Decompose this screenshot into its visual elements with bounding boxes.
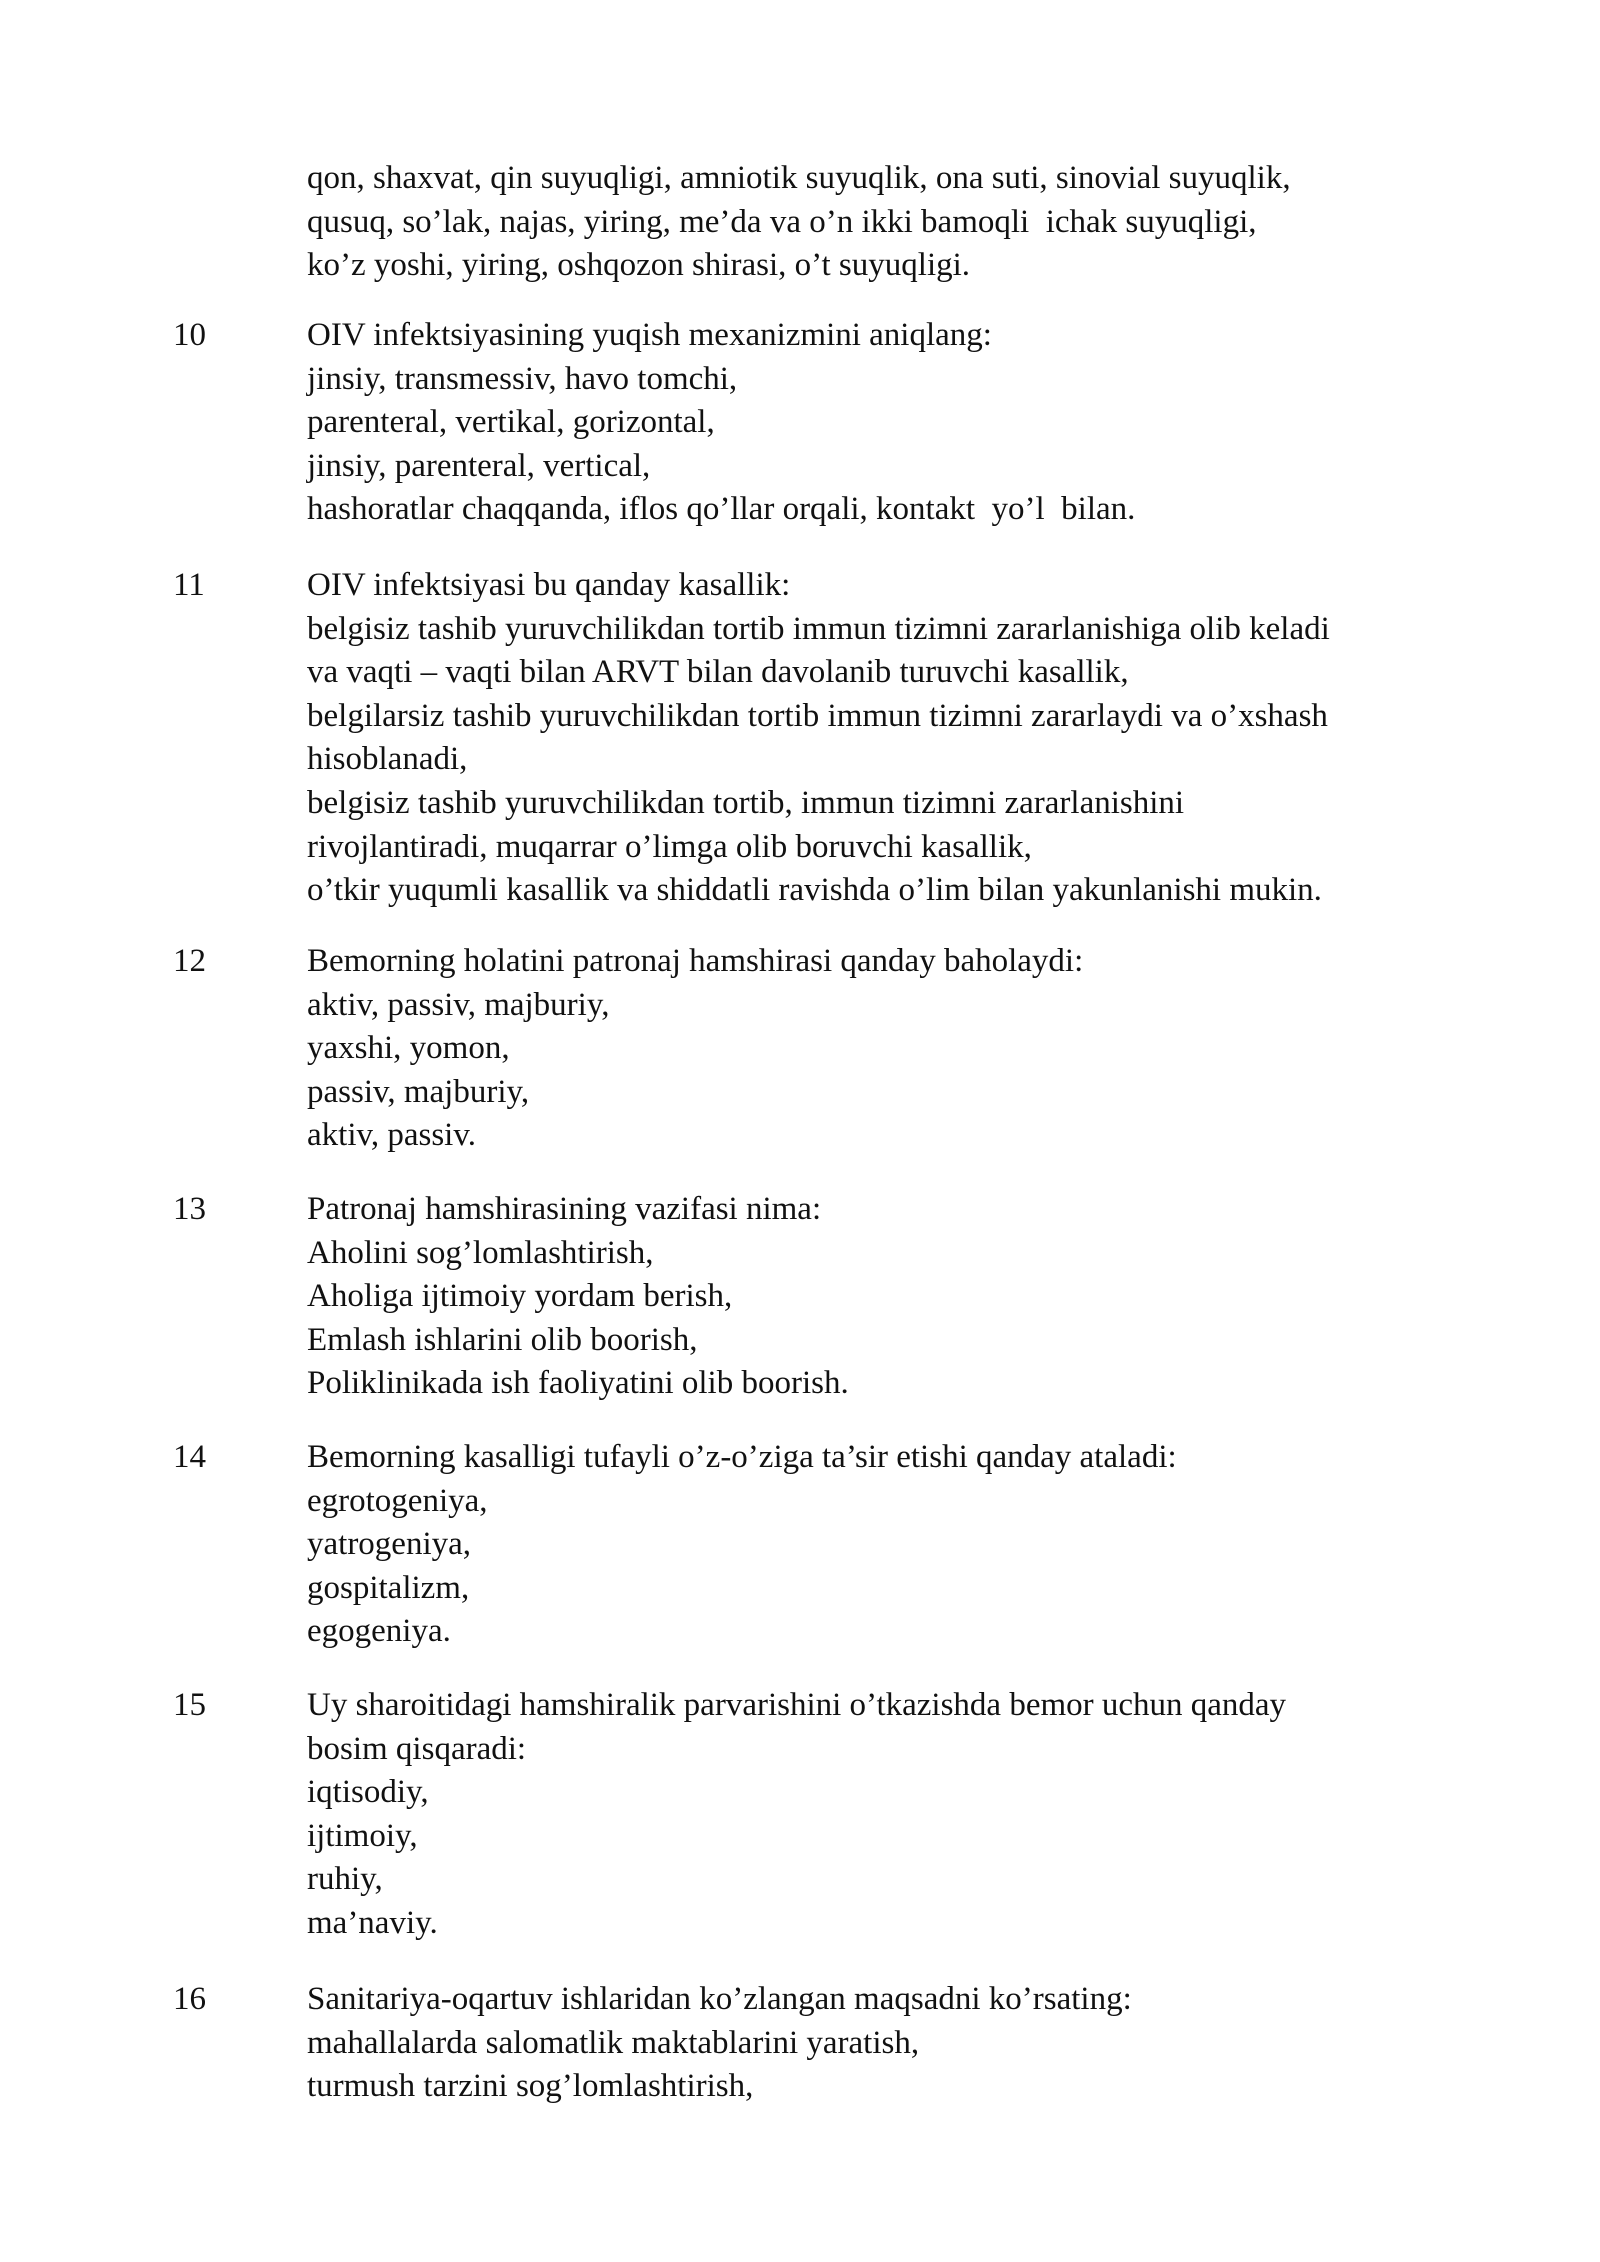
answer-option: ruhiy, (307, 1861, 383, 1898)
answer-option: jinsiy, transmessiv, havo tomchi, (307, 360, 738, 397)
answer-option: belgisiz tashib yuruvchilikdan tortib immun tizimni zararlanishiga olib keladi (307, 610, 1330, 647)
question-text: Bemorning kasalligi tufayli o’z-o’ziga ta’sir etishi qanday ataladi: (307, 1439, 1177, 1475)
question-content (307, 1684, 1487, 1946)
answer-option: va vaqti – vaqti bilan ARVT bilan davolanib turuvchi kasallik, (307, 654, 1129, 691)
answer-option: parenteral, vertikal, gorizontal, (307, 404, 715, 441)
question-number: 12 (173, 943, 206, 979)
question-number: 13 (173, 1191, 206, 1227)
answer-option: ijtimoiy, (307, 1817, 418, 1854)
answer-option: mahallalarda salomatlik maktablarini yaratish, (307, 2024, 920, 2061)
answer-option: Aholiga ijtimoiy yordam berish, (307, 1278, 733, 1315)
question-text: Sanitariya-oqartuv ishlaridan ko’zlangan maqsadni ko’rsating: (307, 1981, 1132, 2017)
question-number: 14 (173, 1439, 206, 1475)
answer-option: aktiv, passiv. (307, 1117, 476, 1154)
question-number: 15 (173, 1687, 206, 1723)
answer-option: egogeniya. (307, 1613, 451, 1650)
answer-option: yaxshi, yomon, (307, 1030, 510, 1067)
question-content (307, 1978, 1487, 2109)
answer-option: turmush tarzini sog’lomlashtirish, (307, 2068, 754, 2105)
question-content (307, 564, 1487, 913)
answer-option: rivojlantiradi, muqarrar o’limga olib boruvchi kasallik, (307, 828, 1032, 865)
answer-option: belgilarsiz tashib yuruvchilikdan tortib immun tizimni zararlaydi va o’xshash (307, 697, 1328, 734)
answer-option: passiv, majburiy, (307, 1073, 530, 1110)
continuation-line: qon, shaxvat, qin suyuqligi, amniotik suyuqlik, ona suti, sinovial suyuqlik, (307, 160, 1291, 196)
answer-option: hisoblanadi, (307, 741, 468, 778)
continuation-line: ko’z yoshi, yiring, oshqozon shirasi, o’t suyuqligi. (307, 247, 971, 284)
question-content (307, 314, 1487, 532)
continuation-line: qusuq, so’lak, najas, yiring, me’da va o’n ikki bamoqli ichak suyuqligi, (307, 203, 1257, 240)
answer-option: o’tkir yuqumli kasallik va shiddatli ravishda o’lim bilan yakunlanishi mukin. (307, 872, 1322, 909)
answer-option: yatrogeniya, (307, 1526, 472, 1563)
answer-option: ma’naviy. (307, 1904, 438, 1941)
answer-option: gospitalizm, (307, 1569, 470, 1606)
question-text: Patronaj hamshirasining vazifasi nima: (307, 1191, 822, 1227)
question-content (307, 1436, 1487, 1654)
answer-option: bosim qisqaradi: (307, 1730, 527, 1767)
question-text: Bemorning holatini patronaj hamshirasi qanday baholaydi: (307, 943, 1084, 979)
answer-option: belgisiz tashib yuruvchilikdan tortib, immun tizimni zararlanishini (307, 784, 1185, 821)
answer-option: hashoratlar chaqqanda, iflos qo’llar orqali, kontakt yo’l bilan. (307, 491, 1136, 528)
question-content (307, 1188, 1487, 1406)
question-text: OIV infektsiyasi bu qanday kasallik: (307, 567, 791, 603)
question-content (307, 940, 1487, 1158)
answer-option: Emlash ishlarini olib boorish, (307, 1321, 698, 1358)
question-number: 16 (173, 1981, 206, 2017)
answer-option: Poliklinikada ish faoliyatini olib boorish. (307, 1365, 849, 1402)
answer-option: egrotogeniya, (307, 1482, 488, 1519)
answer-option: jinsiy, parenteral, vertical, (307, 447, 651, 484)
question-number: 10 (173, 317, 206, 353)
answer-option: iqtisodiy, (307, 1774, 429, 1811)
question-number: 11 (173, 567, 205, 603)
question-text: OIV infektsiyasining yuqish mexanizmini aniqlang: (307, 317, 992, 353)
answer-option: aktiv, passiv, majburiy, (307, 986, 610, 1023)
continuation-content (307, 157, 1487, 288)
question-text: Uy sharoitidagi hamshiralik parvarishini o’tkazishda bemor uchun qanday (307, 1687, 1287, 1723)
answer-option: Aholini sog’lomlashtirish, (307, 1234, 654, 1271)
